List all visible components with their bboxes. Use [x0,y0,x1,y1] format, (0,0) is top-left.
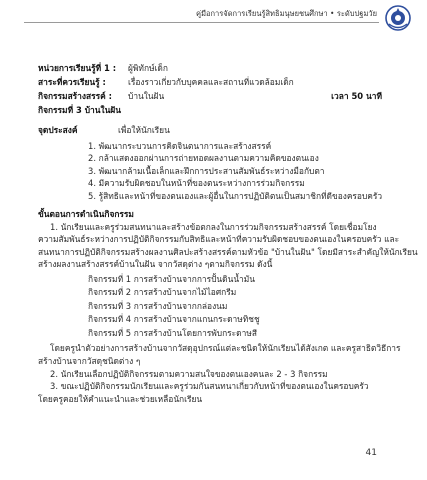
objective-item: 4. มีความรับผิดชอบในหน้าที่ของตนระหว่างการร่วมกิจกรรม [88,178,305,189]
activity-title-row [38,104,390,118]
objective-item: 2. กล้าแสดงออกผ่านการถ่ายทอดผลงานตามความคิดของตนเอง [88,153,319,164]
topic-label: สาระที่ควรเรียนรู้ : [38,77,106,87]
emblem-logo-icon [383,4,413,32]
unit-label: หน่วยการเรียนรู้ที่ 1 : [38,63,117,73]
topic-value: เรื่องราวเกี่ยวกับบุคคลและสถานที่แวดล้อมเด็ก [128,77,294,87]
paragraph-line: 3. ขณะปฏิบัติกิจกรรมนักเรียนและครูร่วมกันสนทนาเกี่ยวกับหน้าที่ของตนเองในครอบครัว [50,381,369,392]
activity-row [38,90,390,104]
activity-title: กิจกรรมที่ 3 บ้านในฝัน [38,105,121,115]
objectives-label: จุดประสงค์ [38,125,78,135]
page-content [38,62,418,405]
unit-row [38,62,390,76]
objectives-list [38,140,390,202]
activity-option: กิจกรรมที่ 1 การสร้างบ้านจากการปั้นดินน้ำมัน [88,273,255,284]
activity-options-list [38,273,390,341]
activity-label: กิจกรรมสร้างสรรค์ : [38,91,112,101]
paragraph-line: 1. นักเรียนและครูร่วมสนทนาและสร้างข้อตกลงในการร่วมกิจกรรมสร้างสรรค์ โดยเชื่อมโยง [50,221,377,232]
paragraph-line: โดยครูนำตัวอย่างการสร้างบ้านจากวัสดุอุปกรณ์แต่ละชนิดให้นักเรียนได้สังเกต และครูสาธิตวิธีการ [50,343,401,354]
activity-option: กิจกรรมที่ 2 การสร้างบ้านจากไม้ไอศกรีม [88,287,237,298]
paragraph-line: ความสัมพันธ์ระหว่างการปฏิบัติกิจกรรมกับสิทธิและหน้าที่ความรับผิดชอบของตนเองในครอบครัว และ [38,234,400,245]
activity-option: กิจกรรมที่ 4 การสร้างบ้านจากแกนกระดาษทิชชู [88,314,260,325]
page-number: 41 [365,448,377,458]
activity-value: บ้านในฝัน [128,91,165,101]
paragraph-line: โดยครูคอยให้คำแนะนำและช่วยเหลือนักเรียน [38,393,203,404]
paragraph-line: สนทนาการปฏิบัติกิจกรรมสร้างผลงานศิลปะสร้างสรรค์ตามหัวข้อ "บ้านในฝัน" โดยมีสาระสำคัญให้นักเรียน [38,246,418,257]
paragraph-line: สร้างผลงานสร้างสรรค์บ้านในฝัน จากวัสดุต่าง ๆตามกิจกรรม ดังนี้ [38,259,273,270]
topic-row [38,76,390,90]
step2-line: 2. นักเรียนเลือกปฏิบัติกิจกรรมตามความสนใจของตนเองคนละ 2 - 3 กิจกรรม [50,368,328,379]
demo-paragraph [38,342,401,367]
steps-heading: ขั้นตอนการดำเนินกิจกรรม [38,208,134,219]
header-divider [24,22,379,23]
activity-option: กิจกรรมที่ 3 การสร้างบ้านจากกล่องนม [88,300,228,311]
objective-item: 3. พัฒนากล้ามเนื้อเล็กและฝึกการประสานสัมพันธ์ระหว่างมือกับตา [88,165,325,176]
objective-item: 5. รู้สิทธิและหน้าที่ของตนเองและผู้อื่นในการปฏิบัติตนเป็นสมาชิกที่ดีของครอบครัว [88,190,383,201]
header-title: คู่มือการจัดการเรียนรู้สิทธิมนุษยชนศึกษา • ระดับปฐมวัย [196,9,377,18]
paragraph-line: สร้างบ้านจากวัสดุชนิดต่าง ๆ [38,356,141,367]
activity-option: กิจกรรมที่ 5 การสร้างบ้านโดยการพับกระดาษสี [88,327,257,338]
unit-value: ผู้พิทักษ์เด็ก [128,63,168,73]
objective-item: 1. พัฒนากระบวนการคิดจินตนาการและสร้างสรรค์ [88,141,272,151]
step1-paragraph [38,221,418,271]
page-header [0,0,427,34]
objectives-intro: เพื่อให้นักเรียน [118,125,170,135]
activity-time: เวลา 50 นาที [331,91,382,101]
step3-paragraph [38,380,390,405]
objectives-heading [38,124,390,138]
